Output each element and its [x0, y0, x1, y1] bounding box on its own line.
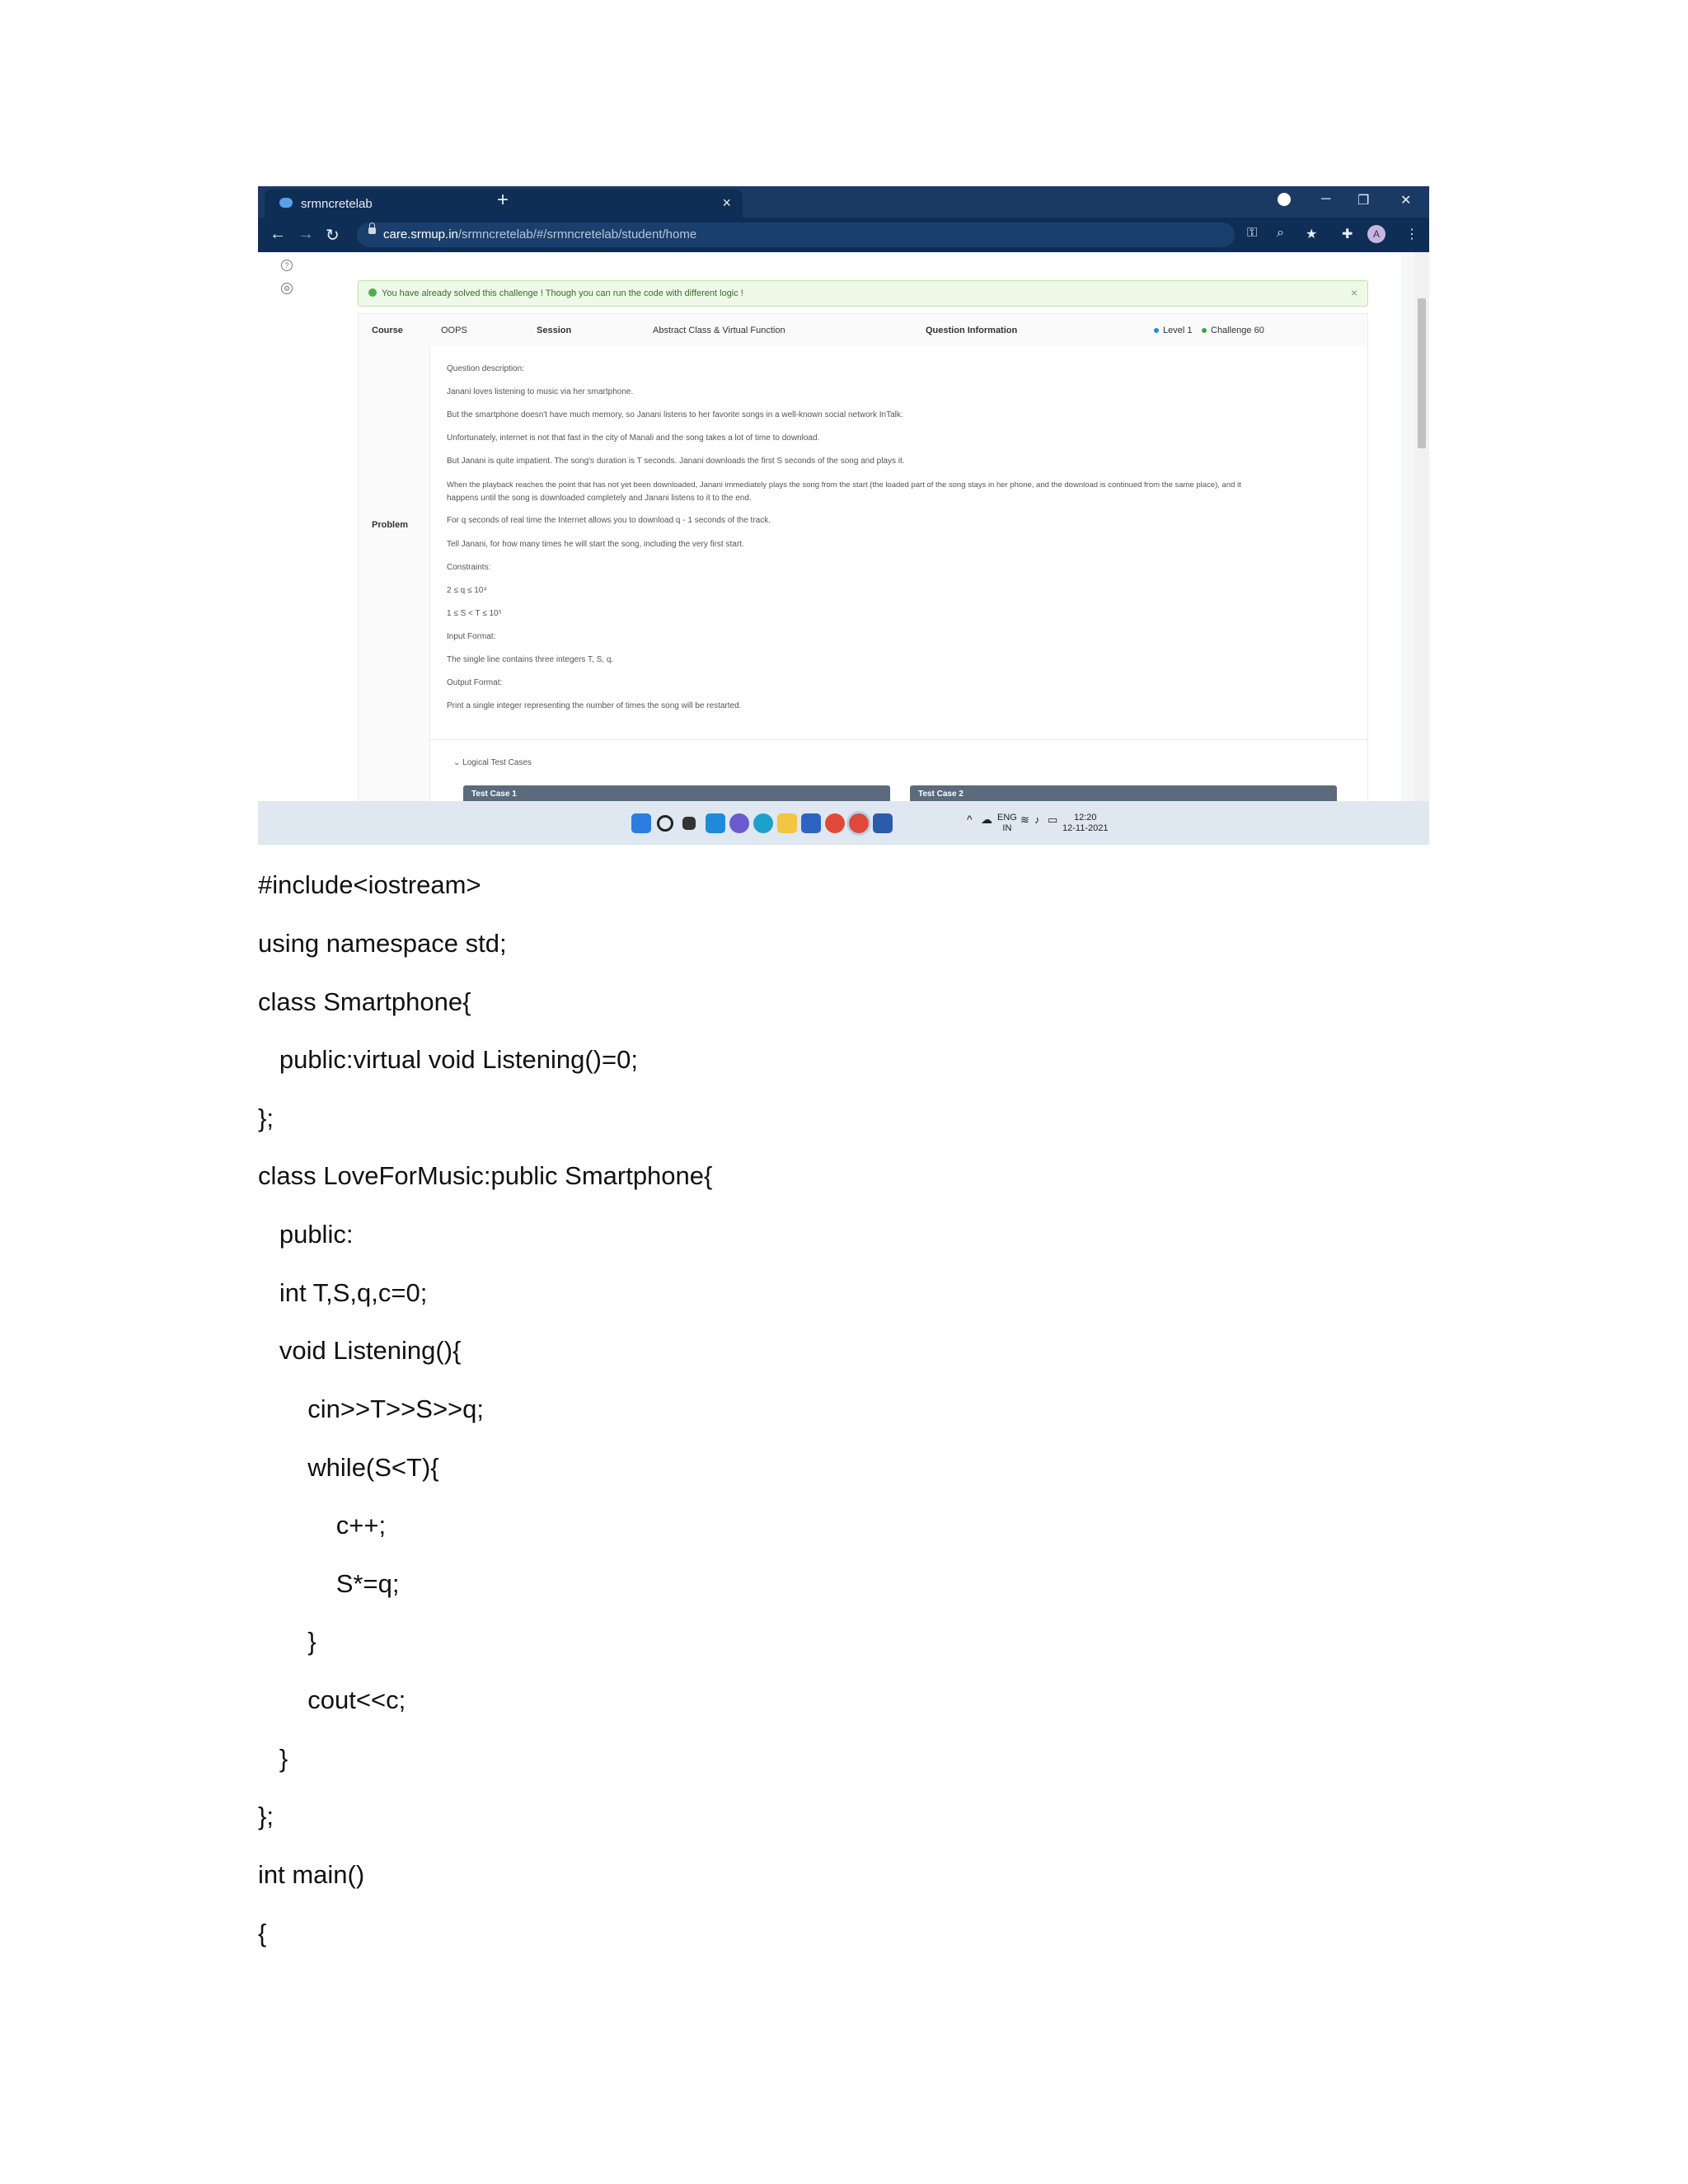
course-label: Course — [372, 326, 403, 335]
start-windows-icon[interactable] — [631, 813, 651, 833]
code-line: c++; — [258, 1511, 387, 1540]
volume-icon[interactable]: ♪ — [1034, 813, 1040, 826]
address-toolbar — [258, 218, 1429, 252]
new-tab-button[interactable]: + — [497, 189, 509, 211]
problem-line: 1 ≤ S < T ≤ 10⁵ — [447, 609, 502, 618]
code-line: } — [258, 1627, 316, 1656]
battery-icon[interactable]: ▭ — [1048, 813, 1058, 826]
challenge-dot-icon — [1202, 328, 1207, 333]
extensions-puzzle-icon[interactable]: ✚ — [1342, 227, 1353, 241]
page-viewport — [258, 252, 1429, 801]
code-line: void Listening(){ — [258, 1336, 462, 1365]
problem-line: Unfortunately, internet is not that fast in the city of Manali and the song takes a lot of time to download. — [447, 434, 820, 443]
test-case-1-header[interactable]: Test Case 1 — [463, 785, 890, 802]
url-text: care.srmup.in/srmncretelab/#/srmncretelab/student/home — [383, 227, 697, 241]
close-window-icon[interactable]: ✕ — [1400, 194, 1412, 208]
language-indicator[interactable]: ENG IN — [997, 813, 1017, 833]
level-badge: Level 1 — [1154, 314, 1192, 347]
code-line: while(S<T){ — [258, 1453, 439, 1482]
key-icon[interactable]: ⚿ — [1247, 226, 1258, 240]
problem-line: Janani loves listening to music via her smartphone. — [447, 387, 634, 396]
problem-line: The single line contains three integers T, S, q. — [447, 655, 614, 664]
edge-browser-icon[interactable] — [753, 813, 773, 833]
session-value: Abstract Class & Virtual Function — [653, 326, 785, 335]
alert-close-icon[interactable]: × — [1350, 286, 1357, 299]
problem-line: When the playback reaches the point that has not yet been downloaded, Janani immediately plays the song from the start (the loaded part of the song stays in her phone, and the download is continued from the same place), and it — [447, 480, 1241, 490]
logical-test-cases-toggle[interactable]: ⌄ Logical Test Cases — [453, 758, 532, 767]
code-line: }; — [258, 1104, 274, 1132]
problem-line: But Janani is quite impatient. The song's duration is T seconds. Janani downloads the first S seconds of the song and plays it. — [447, 457, 905, 466]
code-line: #include<iostream> — [258, 870, 481, 899]
problem-line: But the smartphone doesn't have much memory, so Janani listens to her favorite songs in a well-known social network InTalk. — [447, 410, 903, 419]
course-value: OOPS — [441, 326, 467, 335]
problem-line: Tell Janani, for how many times he will start the song, including the very first start. — [447, 540, 744, 549]
code-line: { — [258, 1919, 267, 1947]
profile-download-icon[interactable] — [1278, 193, 1291, 206]
code-line: }; — [258, 1802, 274, 1830]
menu-kebab-icon[interactable]: ⋮ — [1405, 227, 1418, 241]
level-dot-icon — [1154, 328, 1159, 333]
code-line: class Smartphone{ — [258, 987, 471, 1016]
lock-icon — [368, 227, 376, 234]
wifi-icon[interactable]: ≋ — [1020, 813, 1029, 826]
chrome-icon[interactable] — [825, 813, 845, 833]
store-icon[interactable] — [801, 813, 821, 833]
code-line: cin>>T>>S>>q; — [258, 1394, 485, 1423]
reload-icon[interactable]: ↻ — [326, 227, 340, 245]
code-line: } — [258, 1744, 288, 1773]
problem-line: Print a single integer representing the number of times the song will be restarted. — [447, 701, 742, 710]
search-icon[interactable] — [657, 815, 673, 832]
address-bar[interactable] — [357, 223, 1235, 247]
main-content — [317, 252, 1401, 801]
clock[interactable]: 12:20 12-11-2021 — [1062, 813, 1109, 833]
code-line: public: — [258, 1220, 354, 1249]
code-line: int T,S,q,c=0; — [258, 1278, 428, 1307]
settings-gear-icon[interactable]: ⚙ — [281, 283, 293, 294]
test-case-2-header[interactable]: Test Case 2 — [910, 785, 1337, 802]
tab-close-icon[interactable]: × — [722, 194, 731, 211]
problem-line: happens until the song is downloaded completely and Janani listens to it to the end. — [447, 494, 752, 503]
problem-line: For q seconds of real time the Internet allows you to download q - 1 seconds of the track. — [447, 516, 771, 525]
alert-message: You have already solved this challenge ! Though you can run the code with different logic ! — [382, 288, 743, 298]
restore-icon[interactable]: ❐ — [1357, 194, 1370, 208]
problem-line: 2 ≤ q ≤ 10⁴ — [447, 586, 487, 595]
back-arrow-icon[interactable]: ← — [270, 225, 286, 243]
problem-label: Problem — [372, 520, 409, 530]
windows-taskbar — [258, 801, 1429, 845]
problem-description — [429, 347, 1367, 802]
challenge-badge: Challenge 60 — [1202, 314, 1264, 347]
check-circle-icon — [368, 288, 377, 297]
left-sidebar — [258, 252, 317, 801]
word-icon[interactable] — [873, 813, 893, 833]
problem-line: Constraints: — [447, 563, 491, 572]
teams-chat-icon[interactable] — [729, 813, 749, 833]
avatar[interactable]: A — [1367, 225, 1386, 243]
scrollbar-thumb[interactable] — [1418, 298, 1426, 448]
solved-alert — [358, 280, 1368, 307]
problem-line: Question description: — [447, 364, 524, 373]
question-info-label: Question Information — [926, 326, 1018, 335]
session-label: Session — [537, 326, 572, 335]
tab-bar — [258, 186, 1429, 218]
question-table — [358, 313, 1368, 803]
site-favicon-icon — [279, 198, 293, 208]
divider — [430, 739, 1367, 740]
file-explorer-icon[interactable] — [777, 813, 797, 833]
code-line: int main() — [258, 1860, 365, 1889]
bookmark-star-icon[interactable]: ★ — [1306, 227, 1318, 241]
code-line: cout<<c; — [258, 1685, 406, 1714]
tab-title: srmncretelab — [301, 197, 373, 211]
task-view-icon[interactable] — [682, 817, 696, 830]
forward-arrow-icon[interactable]: → — [298, 225, 314, 243]
widgets-icon[interactable] — [706, 813, 725, 833]
code-line: S*=q; — [258, 1569, 400, 1598]
browser-screenshot — [258, 186, 1429, 845]
code-line: class LoveForMusic:public Smartphone{ — [258, 1161, 713, 1190]
zoom-search-icon[interactable]: ⌕ — [1277, 226, 1284, 240]
minimize-icon[interactable]: ─ — [1321, 192, 1331, 206]
help-icon[interactable]: ? — [281, 260, 293, 271]
onedrive-cloud-icon[interactable]: ☁ — [981, 813, 992, 826]
problem-line: Output Format: — [447, 678, 503, 687]
problem-line: Input Format: — [447, 632, 496, 641]
vertical-scrollbar[interactable] — [1414, 252, 1429, 801]
chrome-profile-icon[interactable] — [849, 813, 869, 833]
code-line: public:virtual void Listening()=0; — [258, 1045, 638, 1074]
tray-chevron-up-icon[interactable]: ^ — [967, 813, 973, 826]
chevron-down-icon: ⌄ — [453, 758, 463, 767]
code-line: using namespace std; — [258, 929, 507, 958]
